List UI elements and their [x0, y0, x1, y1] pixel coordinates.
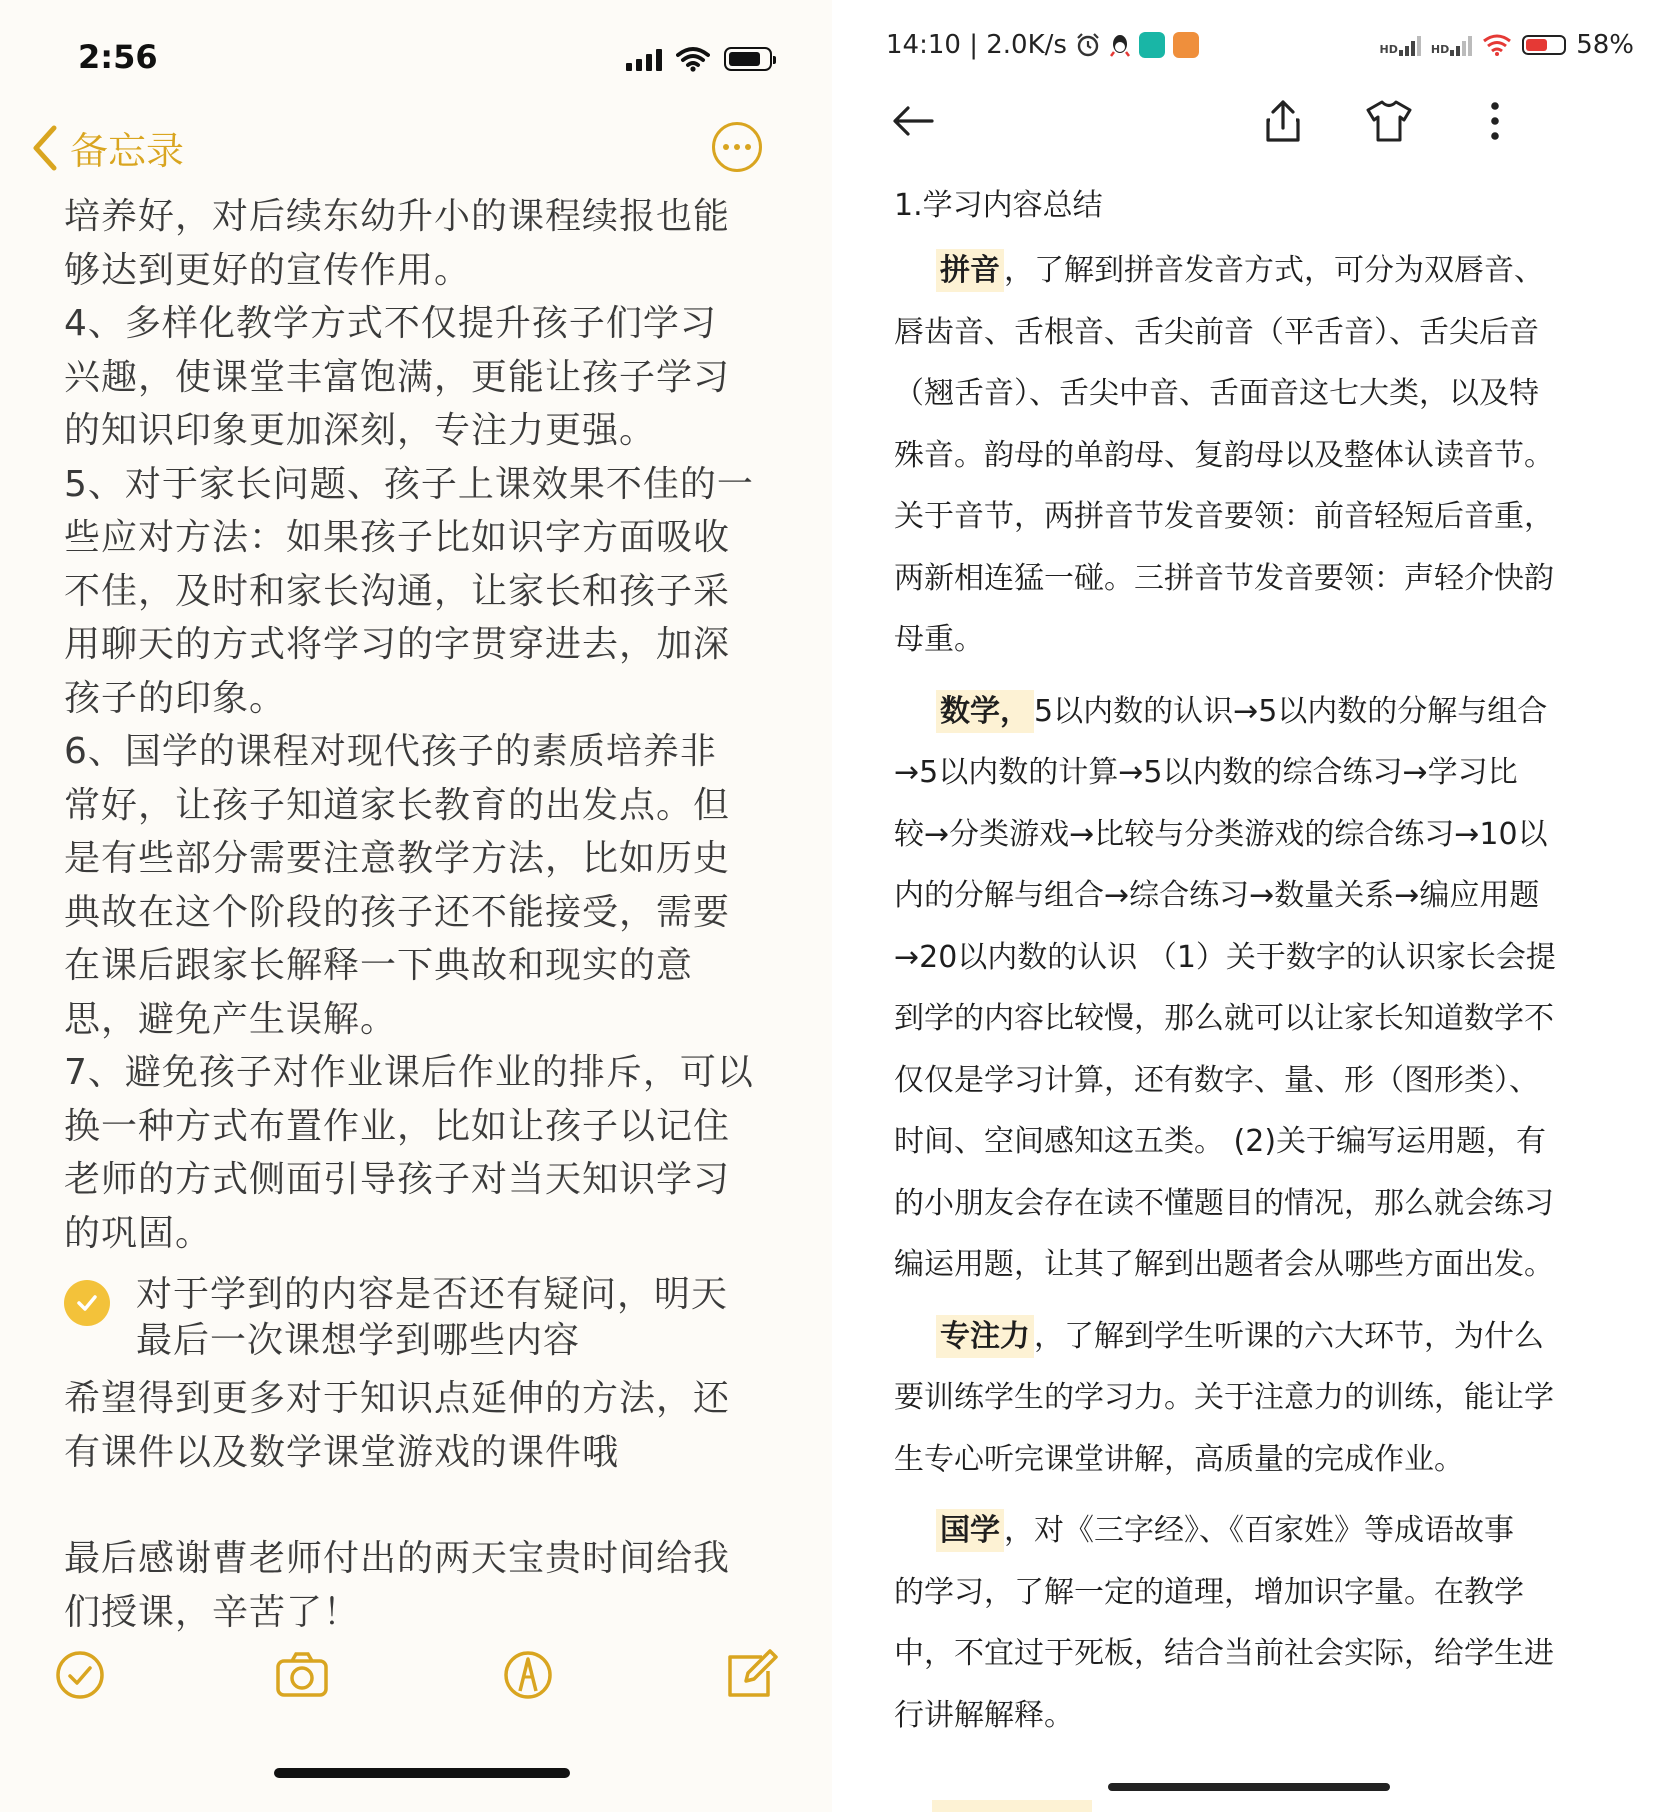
note-line: 思，避免产生误解。	[64, 998, 398, 1040]
note-line: 6、国学的课程对现代孩子的素质培养非	[64, 731, 717, 772]
checklist-icon[interactable]	[50, 1645, 110, 1705]
paragraph-line: 中，不宜过于死板，结合当前社会实际，给学生进	[894, 1636, 1554, 1671]
paragraph-line: 编运用题，让其了解到出题者会从哪些方面出发。	[894, 1247, 1554, 1282]
note-line: 些应对方法：如果孩子比如识字方面吸收	[64, 517, 731, 558]
paragraph-line: 的小朋友会存在读不懂题目的情况，那么就会练习	[894, 1185, 1554, 1221]
notes-navbar	[30, 120, 792, 180]
document-paragraph	[894, 1500, 1634, 1746]
note-closing-lines	[64, 1532, 794, 1639]
paragraph-line: 较→分类游戏→比较与分类游戏的综合练习→10以	[894, 816, 1548, 852]
ellipsis-dot	[734, 144, 740, 150]
paragraph-line: 时间、空间感知这五类。 (2)关于编写运用题，有	[894, 1124, 1547, 1159]
chevron-left-icon	[30, 124, 60, 172]
status-right	[1380, 30, 1634, 60]
checked-circle-icon[interactable]	[64, 1280, 110, 1326]
note-line: 典故在这个阶段的孩子还不能接受，需要	[64, 891, 731, 933]
document-sections	[894, 240, 1634, 1746]
document-toolbar	[888, 96, 1634, 156]
back-arrow-icon[interactable]	[888, 96, 938, 146]
next-keyword-highlight	[932, 1800, 1092, 1812]
note-line: 老师的方式侧面引导孩子对当天知识学习	[64, 1159, 731, 1200]
checklist-item	[64, 1272, 794, 1364]
checklist-line: 对于学到的内容是否还有疑问，明天	[136, 1274, 729, 1315]
battery-icon	[1522, 35, 1566, 55]
paragraph-line: →5以内数的计算→5以内数的综合练习→学习比	[894, 755, 1518, 790]
back-label: 备忘录	[70, 129, 185, 173]
document-viewer-panel	[848, 0, 1664, 1812]
highlighted-keyword: 拼音	[936, 249, 1004, 292]
wifi-icon	[676, 46, 710, 72]
blank-line	[64, 1479, 794, 1532]
paragraph-line: 要训练学生的学习力。关于注意力的训练，能让学	[894, 1380, 1554, 1415]
signal-hd-icon: HD	[1380, 34, 1421, 56]
notes-toolbar	[50, 1645, 792, 1715]
back-to-notes-button[interactable]	[30, 120, 184, 175]
note-line: 们授课，辛苦了！	[64, 1591, 361, 1633]
paragraph-line: 内的分解与组合→综合练习→数量关系→编应用题	[894, 878, 1540, 913]
checklist-text[interactable]	[136, 1272, 728, 1364]
note-line: 是有些部分需要注意教学方法，比如历史	[64, 838, 731, 879]
paragraph-line: 仅仅是学习计算，还有数字、量、形（图形类）、	[894, 1062, 1539, 1098]
ios-status-bar	[78, 38, 802, 82]
note-line: 的巩固。	[64, 1212, 213, 1254]
note-line: 的知识印象更加深刻，专注力更强。	[64, 410, 657, 451]
paragraph-line: ，了解到学生听课的六大环节，为什么	[1034, 1318, 1544, 1354]
ellipsis-dot	[745, 144, 751, 150]
note-line: 7、避免孩子对作业课后作业的排斥，可以	[64, 1052, 754, 1093]
status-time-speed: 14:10 | 2.0K/s	[886, 30, 1067, 60]
note-line: 5、对于家长问题、孩子上课效果不佳的一	[64, 463, 754, 505]
paragraph-line: 唇齿音、舌根音、舌尖前音（平舌音）、舌尖后音	[894, 314, 1539, 350]
more-vertical-icon[interactable]	[1470, 96, 1520, 146]
paragraph-line: （翘舌音）、舌尖中音、舌面音这七大类，以及特	[894, 376, 1539, 411]
battery-icon	[724, 47, 772, 71]
note-line: 培养好，对后续东幼升小的课程续报也能	[64, 196, 731, 237]
document-paragraph	[894, 1306, 1634, 1491]
paragraph-line: 5以内数的认识→5以内数的分解与组合	[1034, 693, 1548, 729]
paragraph-line: →20以内数的认识 （1）关于数字的认识家长会提	[894, 939, 1556, 975]
alarm-icon	[1075, 32, 1101, 58]
document-content	[894, 186, 1634, 1756]
note-line: 不佳，及时和家长沟通，让家长和孩子采	[64, 570, 731, 612]
highlighted-keyword: 专注力	[936, 1315, 1034, 1358]
note-line: 兴趣，使课堂丰富饱满，更能让孩子学习	[64, 356, 731, 398]
ellipsis-dot	[723, 144, 729, 150]
paragraph-line: 行讲解解释。	[894, 1697, 1074, 1733]
qq-icon	[1109, 32, 1131, 58]
more-options-button[interactable]	[712, 122, 762, 172]
paragraph-line: ，了解到拼音发音方式，可分为双唇音、	[1004, 253, 1544, 288]
paragraph-line: 关于音节，两拼音节发音要领：前音轻短后音重，	[894, 499, 1554, 534]
note-line: 最后感谢曹老师付出的两天宝贵时间给我	[64, 1538, 731, 1579]
note-body[interactable]	[64, 190, 794, 1639]
note-line: 换一种方式布置作业，比如让孩子以记住	[64, 1105, 731, 1147]
paragraph-line: 到学的内容比较慢，那么就可以让家长知道数学不	[894, 1001, 1554, 1036]
paragraph-line: 的学习，了解一定的道理，增加识字量。在教学	[894, 1574, 1524, 1610]
highlighted-keyword: 国学	[936, 1509, 1004, 1552]
document-paragraph	[894, 240, 1634, 671]
app-notification-icon	[1139, 32, 1165, 58]
status-left	[886, 30, 1199, 60]
gesture-bar[interactable]	[1108, 1783, 1390, 1791]
share-icon[interactable]	[1258, 96, 1308, 146]
note-line: 孩子的印象。	[64, 677, 287, 719]
note-line: 希望得到更多对于知识点延伸的方法，还	[64, 1378, 731, 1419]
paragraph-line: 两新相连猛一碰。三拼音节发音要领：声轻介快韵	[894, 560, 1554, 596]
paragraph-line: ，对《三字经》、《百家姓》等成语故事	[1004, 1513, 1514, 1548]
note-line: 4、多样化教学方式不仅提升孩子们学习	[64, 303, 717, 344]
cellular-signal-icon	[626, 47, 662, 71]
wifi-icon	[1482, 33, 1512, 57]
paragraph-line: 殊音。韵母的单韵母、复韵母以及整体认读音节。	[894, 437, 1554, 473]
status-time: 2:56	[78, 38, 158, 76]
paragraph-line: 生专心听完课堂讲解，高质量的完成作业。	[894, 1441, 1464, 1477]
home-indicator[interactable]	[274, 1768, 570, 1778]
compose-icon[interactable]	[720, 1645, 780, 1705]
battery-percent: 58%	[1576, 30, 1634, 60]
highlighted-keyword: 数学，	[936, 690, 1034, 733]
checklist-line: 最后一次课想学到哪些内容	[136, 1320, 581, 1361]
note-line: 常好，让孩子知道家长教育的出发点。但	[64, 784, 731, 826]
app-notification-icon	[1173, 32, 1199, 58]
note-line: 用聊天的方式将学习的字贯穿进去，加深	[64, 624, 731, 665]
markup-pen-icon[interactable]	[498, 1645, 558, 1705]
camera-icon[interactable]	[272, 1645, 332, 1705]
shirt-icon[interactable]	[1364, 96, 1414, 146]
note-line: 有课件以及数学课堂游戏的课件哦	[64, 1431, 620, 1473]
paragraph-line: 母重。	[894, 622, 984, 657]
section-heading: 1.学习内容总结	[894, 188, 1103, 223]
note-line: 够达到更好的宣传作用。	[64, 249, 472, 291]
note-lines	[64, 190, 794, 1260]
signal-hd-icon: HD	[1431, 34, 1472, 56]
note-line: 在课后跟家长解释一下典故和现实的意	[64, 945, 694, 986]
android-status-bar	[886, 28, 1634, 68]
document-paragraph	[894, 681, 1634, 1296]
status-icons	[626, 46, 772, 72]
note-after-lines	[64, 1372, 794, 1479]
